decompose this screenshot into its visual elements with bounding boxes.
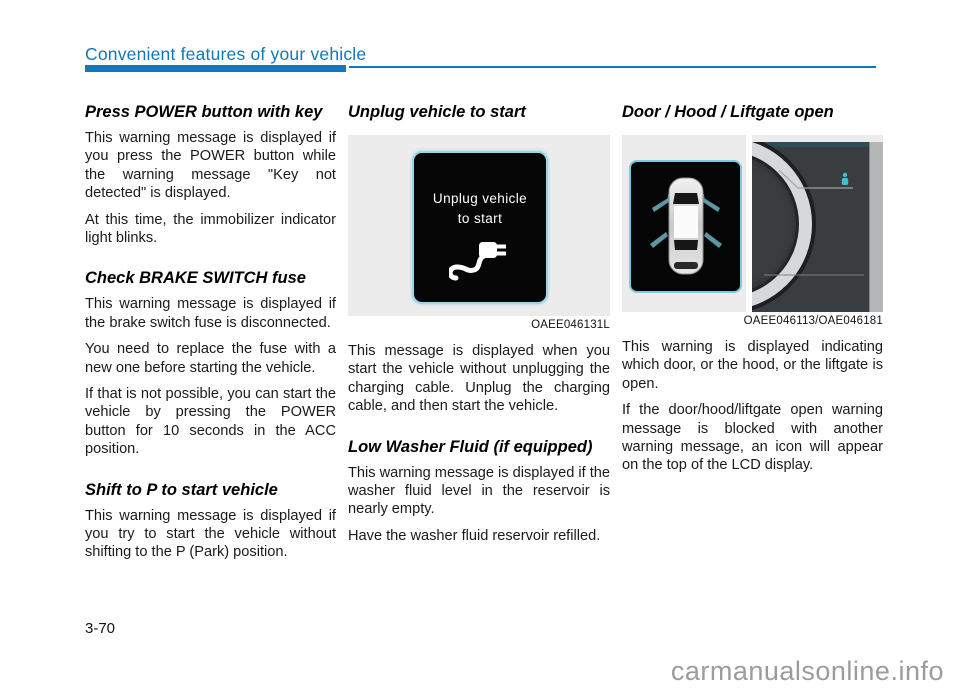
paragraph: This warning message is displayed if the washer fluid level in the reservoir is nearly empty. xyxy=(348,464,611,518)
figure-unplug-vehicle xyxy=(348,135,610,316)
section-heading: Door / Hood / Liftgate open xyxy=(622,103,834,121)
car-top-view-doors-open-icon xyxy=(644,170,728,282)
column-right xyxy=(622,103,883,483)
paragraph: If that is not possible, you can start the vehicle by pressing the POWER button for 10 seconds in the ACC position. xyxy=(85,386,336,458)
paragraph: If the door/hood/liftgate open warning message is blocked with another warning message, an icon will appear on the top of the LCD display. xyxy=(622,402,883,474)
cluster-bezel-lines xyxy=(752,142,883,312)
figure-door-open xyxy=(622,135,883,312)
cluster-side-trim xyxy=(869,142,883,312)
paragraph: At this time, the immobilizer indicator light blinks. xyxy=(85,211,336,246)
instrument-cluster-photo xyxy=(752,142,883,312)
charging-plug-icon xyxy=(449,237,511,283)
figure-caption: OAEE046131L xyxy=(531,318,610,331)
column-left xyxy=(85,103,336,570)
header-accent-bar xyxy=(85,65,346,72)
chapter-title: Convenient features of your vehicle xyxy=(85,44,367,64)
paragraph: This warning message is displayed if you press the POWER button while the warning message "Key not detected" is displayed. xyxy=(85,129,336,202)
door-open-warning-icon xyxy=(842,173,848,185)
paragraph: This warning message is displayed if the brake switch fuse is disconnected. xyxy=(85,296,336,331)
column-middle xyxy=(348,103,610,553)
section-heading: Unplug vehicle to start xyxy=(348,103,526,121)
lcd-message: Unplug vehicle to start xyxy=(432,190,528,227)
lcd-screen-unplug xyxy=(412,151,548,304)
paragraph: You need to replace the fuse with a new one before starting the vehicle. xyxy=(85,341,336,376)
section-heading: Shift to P to start vehicle xyxy=(85,480,278,499)
page-number: 3-70 xyxy=(85,620,116,637)
paragraph: This warning message is displayed if you try to start the vehicle without shifting to the P (Park) position. xyxy=(85,507,336,561)
paragraph: This warning is displayed indicating which door, or the hood, or the liftgate is open. xyxy=(622,338,883,392)
section-heading: Check BRAKE SWITCH fuse xyxy=(85,269,306,288)
watermark: carmanualsonline.info xyxy=(670,656,944,686)
section-heading: Low Washer Fluid (if equipped) xyxy=(348,437,593,456)
lcd-screen-door-open xyxy=(629,160,742,293)
section-heading: Press POWER button with key xyxy=(85,103,323,121)
header-rule-line xyxy=(349,66,876,68)
paragraph: This message is displayed when you start the vehicle without unplugging the charging cable. Unplug the charging cable, and then start the vehicle. xyxy=(348,342,610,415)
figure-caption: OAEE046113/OAE046181 xyxy=(743,314,883,327)
paragraph: Have the washer fluid reservoir refilled. xyxy=(348,527,601,544)
